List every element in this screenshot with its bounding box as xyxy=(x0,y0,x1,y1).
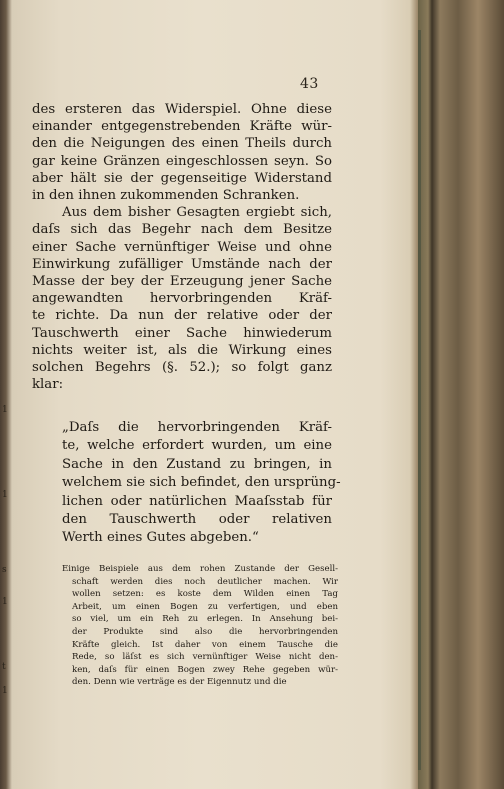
book-page xyxy=(10,6,418,776)
text-line: aber hält sie der gegenseitige Widerstand xyxy=(32,170,332,186)
book-page-edges xyxy=(418,0,504,789)
text-line: Tauschwerth einer Sache hinwiederum xyxy=(32,325,332,341)
quote-line: Werth eines Gutes abgeben.“ xyxy=(62,530,259,546)
page-number: 43 xyxy=(300,76,319,92)
text-line: in den ihnen zukommenden Schranken. xyxy=(32,188,300,204)
footnote-line: schaft werden dies noch deutlicher machen. Wir xyxy=(72,576,338,587)
footnote-line: den. Denn wie verträge es der Eigennutz und die xyxy=(72,677,287,688)
footnote-line: der Produkte sind also die hervorbringenden xyxy=(72,626,338,637)
text-line: Aus dem bisher Gesagten ergiebt sich, xyxy=(62,205,332,221)
footnote-line: wollen setzen: es koste dem Wilden einen Tag xyxy=(72,589,338,600)
text-line: einander entgegenstrebenden Kräfte wür- xyxy=(32,119,332,135)
quote-line: welchem sie sich befindet, den ursprüng- xyxy=(62,475,341,491)
footnote-line: so viel, um ein Reh zu erlegen. In Ansehung bei- xyxy=(72,614,338,625)
footnote-line: Arbeit, um einen Bogen zu verfertigen, und eben xyxy=(72,601,338,612)
text-line: solchen Begehrs (§. 52.); so folgt ganz xyxy=(32,360,332,376)
text-line: den die Neigungen des einen Theils durch xyxy=(32,136,332,152)
quote-line: Sache in den Zustand zu bringen, in xyxy=(62,456,332,472)
margin-mark: t xyxy=(2,662,6,672)
footnote-line: Kräfte gleich. Ist daher von einem Tausche die xyxy=(72,639,338,650)
footnote-line: Rede, so läſst es sich vernünftiger Weise nicht den- xyxy=(72,652,338,663)
margin-mark: 1 xyxy=(2,405,8,415)
quote-line: lichen oder natürlichen Maaſsstab für xyxy=(62,493,332,509)
margin-mark: 1 xyxy=(2,597,8,607)
text-line: gar keine Gränzen eingeschlossen seyn. So xyxy=(32,153,332,169)
text-line: nichts weiter ist, als die Wirkung eines xyxy=(32,342,332,358)
text-line: daſs sich das Begehr nach dem Besitze xyxy=(32,222,332,238)
quote-line: den Tauschwerth oder relativen xyxy=(62,512,332,528)
left-margin-marks xyxy=(0,0,10,789)
page-gutter-shadow xyxy=(418,30,421,770)
text-line: Masse der bey der Erzeugung jener Sache xyxy=(32,274,332,290)
quote-line: „Daſs die hervorbringenden Kräf- xyxy=(62,420,332,435)
footnote-line: Einige Beispiele aus dem rohen Zustande der Gesell- xyxy=(62,564,338,574)
footnote-line: ken, daſs für einen Bogen zwey Rehe gegeben wür- xyxy=(72,664,338,675)
margin-mark: s xyxy=(2,565,7,575)
quote-line: te, welche erfordert wurden, um eine xyxy=(62,438,332,454)
footnote xyxy=(62,563,338,689)
text-line: Einwirkung zufälliger Umstände nach der xyxy=(32,256,332,272)
text-line: klar: xyxy=(32,377,64,393)
text-line: te richte. Da nun der relative oder der xyxy=(32,308,332,324)
margin-mark: 1 xyxy=(2,686,8,696)
text-line: einer Sache vernünftiger Weise und ohne xyxy=(32,239,332,255)
body-paragraphs xyxy=(32,101,332,393)
margin-mark: 1 xyxy=(2,490,8,500)
block-quote xyxy=(62,419,341,548)
text-line: angewandten hervorbringenden Kräf- xyxy=(32,291,332,307)
text-line: des ersteren das Widerspiel. Ohne diese xyxy=(32,102,332,117)
